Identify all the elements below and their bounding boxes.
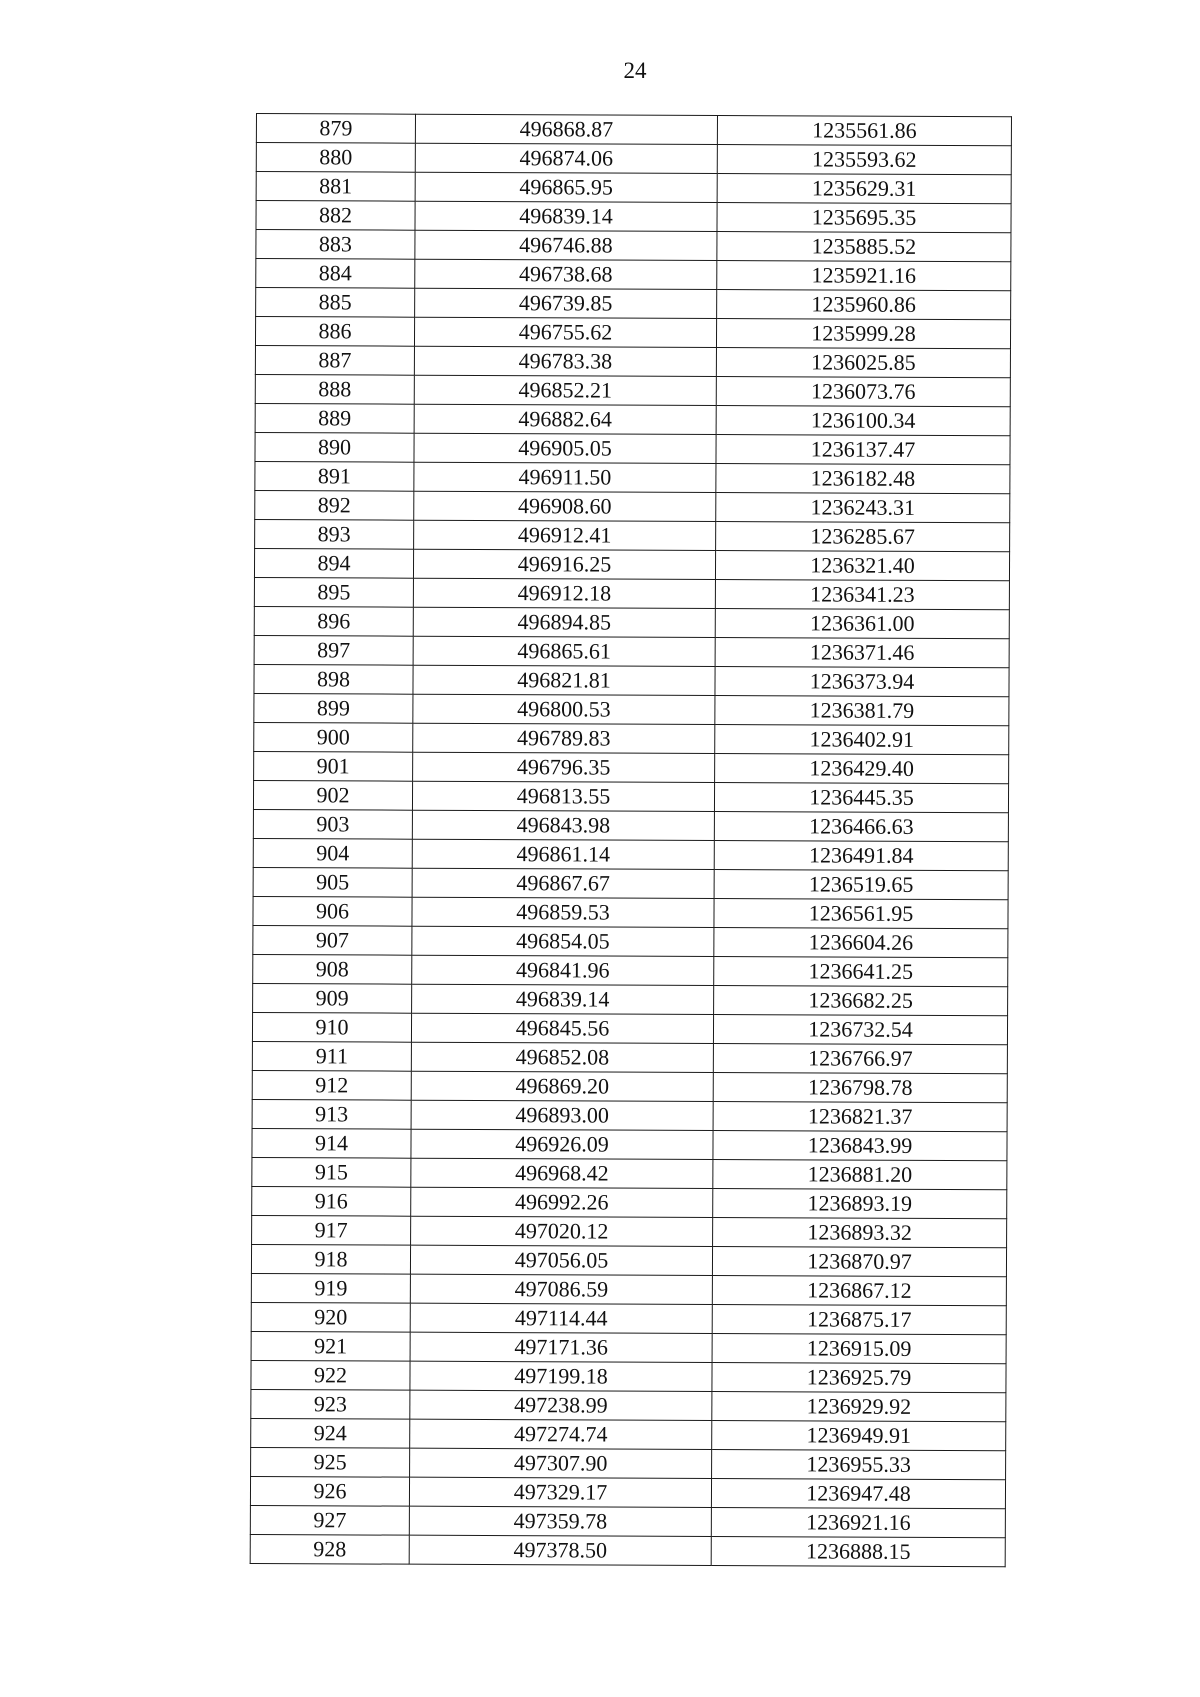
table-row: [251, 1418, 1006, 1450]
point-number-cell: 901: [254, 751, 413, 781]
y-coordinate-cell: 1236373.94: [715, 667, 1009, 697]
y-coordinate-cell: 1236915.09: [712, 1334, 1006, 1364]
point-number-cell: 924: [251, 1418, 410, 1448]
x-coordinate-cell: 496911.50: [414, 462, 716, 492]
x-coordinate-cell: 496746.88: [415, 230, 717, 260]
coordinates-table-body: [250, 114, 1011, 1567]
x-coordinate-cell: 497359.78: [409, 1506, 711, 1536]
x-coordinate-cell: 497329.17: [409, 1477, 711, 1507]
y-coordinate-cell: 1236025.85: [716, 348, 1010, 378]
x-coordinate-cell: 496789.83: [413, 723, 715, 753]
point-number-cell: 887: [255, 345, 414, 375]
x-coordinate-cell: 496893.00: [411, 1100, 713, 1130]
point-number-cell: 926: [250, 1476, 409, 1506]
y-coordinate-cell: 1236682.25: [714, 986, 1008, 1016]
table-row: [252, 1157, 1007, 1189]
point-number-cell: 905: [253, 867, 412, 897]
point-number-cell: 900: [254, 722, 413, 752]
table-row: [256, 143, 1011, 175]
point-number-cell: 908: [253, 954, 412, 984]
x-coordinate-cell: 496894.85: [413, 607, 715, 637]
y-coordinate-cell: 1236893.19: [713, 1189, 1007, 1219]
table-row: [256, 201, 1011, 233]
table-row: [253, 780, 1008, 812]
y-coordinate-cell: 1236947.48: [711, 1479, 1005, 1509]
y-coordinate-cell: 1235593.62: [717, 145, 1011, 175]
table-row: [255, 519, 1010, 551]
x-coordinate-cell: 497238.99: [410, 1390, 712, 1420]
y-coordinate-cell: 1236371.46: [715, 638, 1009, 668]
table-row: [251, 1302, 1006, 1334]
table-row: [254, 577, 1009, 609]
x-coordinate-cell: 496868.87: [415, 114, 717, 144]
point-number-cell: 919: [251, 1273, 410, 1303]
point-number-cell: 910: [252, 1012, 411, 1042]
table-row: [253, 867, 1008, 899]
table-row: [252, 1012, 1007, 1044]
x-coordinate-cell: 496796.35: [413, 752, 715, 782]
point-number-cell: 890: [255, 432, 414, 462]
point-number-cell: 895: [254, 577, 413, 607]
x-coordinate-cell: 496813.55: [412, 781, 714, 811]
table-row: [252, 1099, 1007, 1131]
y-coordinate-cell: 1236798.78: [713, 1073, 1007, 1103]
point-number-cell: 907: [253, 925, 412, 955]
point-number-cell: 917: [252, 1215, 411, 1245]
x-coordinate-cell: 497199.18: [410, 1361, 712, 1391]
y-coordinate-cell: 1236445.35: [714, 783, 1008, 813]
table-row: [251, 1447, 1006, 1479]
point-number-cell: 884: [256, 259, 415, 289]
y-coordinate-cell: 1236766.97: [713, 1044, 1007, 1074]
x-coordinate-cell: 496854.05: [412, 926, 714, 956]
x-coordinate-cell: 496783.38: [414, 346, 716, 376]
point-number-cell: 882: [256, 201, 415, 231]
table-row: [254, 722, 1009, 754]
y-coordinate-cell: 1235629.31: [717, 174, 1011, 204]
table-row: [252, 1215, 1007, 1247]
table-row: [255, 461, 1010, 493]
x-coordinate-cell: 497086.59: [410, 1274, 712, 1304]
point-number-cell: 885: [256, 288, 415, 318]
x-coordinate-cell: 496738.68: [415, 259, 717, 289]
table-row: [252, 1128, 1007, 1160]
table-row: [251, 1389, 1006, 1421]
table-row: [251, 1244, 1006, 1276]
y-coordinate-cell: 1236870.97: [712, 1247, 1006, 1277]
table-row: [256, 288, 1011, 320]
x-coordinate-cell: 496926.09: [411, 1129, 713, 1159]
x-coordinate-cell: 496912.18: [413, 578, 715, 608]
y-coordinate-cell: 1236561.95: [714, 899, 1008, 929]
x-coordinate-cell: 496869.20: [411, 1071, 713, 1101]
x-coordinate-cell: 496755.62: [414, 317, 716, 347]
table-row: [254, 606, 1009, 638]
coordinates-table: [250, 113, 1012, 1567]
table-row: [254, 751, 1009, 783]
table-row: [253, 925, 1008, 957]
table-row: [251, 1331, 1006, 1363]
table-row: [255, 317, 1010, 349]
x-coordinate-cell: 496845.56: [411, 1013, 713, 1043]
x-coordinate-cell: 497020.12: [411, 1216, 713, 1246]
y-coordinate-cell: 1236073.76: [716, 377, 1010, 407]
y-coordinate-cell: 1235561.86: [717, 116, 1011, 146]
x-coordinate-cell: 496992.26: [411, 1187, 713, 1217]
point-number-cell: 927: [250, 1505, 409, 1535]
point-number-cell: 879: [256, 114, 415, 144]
table-row: [251, 1360, 1006, 1392]
table-row: [253, 983, 1008, 1015]
y-coordinate-cell: 1236893.32: [713, 1218, 1007, 1248]
x-coordinate-cell: 496865.95: [415, 172, 717, 202]
point-number-cell: 913: [252, 1099, 411, 1129]
table-row: [253, 838, 1008, 870]
point-number-cell: 920: [251, 1302, 410, 1332]
table-row: [254, 664, 1009, 696]
point-number-cell: 894: [254, 548, 413, 578]
point-number-cell: 889: [255, 403, 414, 433]
x-coordinate-cell: 496839.14: [415, 201, 717, 231]
table-row: [254, 635, 1009, 667]
x-coordinate-cell: 496852.08: [411, 1042, 713, 1072]
y-coordinate-cell: 1236881.20: [713, 1160, 1007, 1190]
point-number-cell: 888: [255, 374, 414, 404]
point-number-cell: 928: [250, 1534, 409, 1564]
y-coordinate-cell: 1236361.00: [715, 609, 1009, 639]
point-number-cell: 892: [255, 490, 414, 520]
y-coordinate-cell: 1236381.79: [715, 696, 1009, 726]
point-number-cell: 906: [253, 896, 412, 926]
y-coordinate-cell: 1236100.34: [716, 406, 1010, 436]
y-coordinate-cell: 1236429.40: [715, 754, 1009, 784]
y-coordinate-cell: 1236867.12: [712, 1276, 1006, 1306]
x-coordinate-cell: 496852.21: [414, 375, 716, 405]
y-coordinate-cell: 1236925.79: [712, 1363, 1006, 1393]
x-coordinate-cell: 496739.85: [415, 288, 717, 318]
point-number-cell: 897: [254, 635, 413, 665]
x-coordinate-cell: 496859.53: [412, 897, 714, 927]
point-number-cell: 893: [255, 519, 414, 549]
y-coordinate-cell: 1235885.52: [717, 232, 1011, 262]
point-number-cell: 904: [253, 838, 412, 868]
point-number-cell: 918: [251, 1244, 410, 1274]
table-row: [253, 954, 1008, 986]
table-row: [255, 432, 1010, 464]
point-number-cell: 881: [256, 172, 415, 202]
table-row: [252, 1186, 1007, 1218]
point-number-cell: 915: [252, 1157, 411, 1187]
table-row: [255, 403, 1010, 435]
point-number-cell: 916: [252, 1186, 411, 1216]
table-row: [251, 1273, 1006, 1305]
y-coordinate-cell: 1236519.65: [714, 870, 1008, 900]
x-coordinate-cell: 497114.44: [410, 1303, 712, 1333]
y-coordinate-cell: 1236137.47: [716, 435, 1010, 465]
y-coordinate-cell: 1236491.84: [714, 841, 1008, 871]
y-coordinate-cell: 1236732.54: [713, 1015, 1007, 1045]
y-coordinate-cell: 1235695.35: [717, 203, 1011, 233]
point-number-cell: 899: [254, 693, 413, 723]
x-coordinate-cell: 496905.05: [414, 433, 716, 463]
point-number-cell: 903: [253, 809, 412, 839]
point-number-cell: 925: [251, 1447, 410, 1477]
x-coordinate-cell: 496968.42: [411, 1158, 713, 1188]
point-number-cell: 912: [252, 1070, 411, 1100]
point-number-cell: 902: [253, 780, 412, 810]
table-row: [250, 1505, 1005, 1537]
y-coordinate-cell: 1236843.99: [713, 1131, 1007, 1161]
table-row: [252, 1070, 1007, 1102]
y-coordinate-cell: 1236888.15: [711, 1537, 1005, 1567]
x-coordinate-cell: 496908.60: [414, 491, 716, 521]
x-coordinate-cell: 496839.14: [412, 984, 714, 1014]
x-coordinate-cell: 497056.05: [410, 1245, 712, 1275]
y-coordinate-cell: 1236821.37: [713, 1102, 1007, 1132]
table-row: [256, 259, 1011, 291]
page-number: 24: [623, 58, 647, 83]
point-number-cell: 922: [251, 1360, 410, 1390]
x-coordinate-cell: 496861.14: [412, 839, 714, 869]
y-coordinate-cell: 1235921.16: [717, 261, 1011, 291]
y-coordinate-cell: 1236466.63: [714, 812, 1008, 842]
x-coordinate-cell: 496865.61: [413, 636, 715, 666]
y-coordinate-cell: 1236604.26: [714, 928, 1008, 958]
table-row: [250, 1476, 1005, 1508]
y-coordinate-cell: 1236182.48: [716, 464, 1010, 494]
y-coordinate-cell: 1235999.28: [716, 319, 1010, 349]
table-row: [253, 896, 1008, 928]
y-coordinate-cell: 1236402.91: [715, 725, 1009, 755]
x-coordinate-cell: 496843.98: [412, 810, 714, 840]
point-number-cell: 880: [256, 143, 415, 173]
point-number-cell: 898: [254, 664, 413, 694]
table-row: [254, 693, 1009, 725]
point-number-cell: 909: [253, 983, 412, 1013]
point-number-cell: 911: [252, 1041, 411, 1071]
point-number-cell: 886: [255, 317, 414, 347]
table-row: [256, 172, 1011, 204]
y-coordinate-cell: 1236921.16: [711, 1508, 1005, 1538]
table-row: [255, 374, 1010, 406]
table-row: [252, 1041, 1007, 1073]
point-number-cell: 891: [255, 461, 414, 491]
x-coordinate-cell: 496874.06: [415, 143, 717, 173]
y-coordinate-cell: 1236243.31: [716, 493, 1010, 523]
table-row: [253, 809, 1008, 841]
x-coordinate-cell: 496882.64: [414, 404, 716, 434]
table-row: [250, 1534, 1005, 1566]
y-coordinate-cell: 1236641.25: [714, 957, 1008, 987]
y-coordinate-cell: 1235960.86: [717, 290, 1011, 320]
point-number-cell: 883: [256, 230, 415, 260]
y-coordinate-cell: 1236341.23: [715, 580, 1009, 610]
x-coordinate-cell: 496867.67: [412, 868, 714, 898]
table-row: [256, 230, 1011, 262]
x-coordinate-cell: 497378.50: [409, 1535, 711, 1565]
y-coordinate-cell: 1236955.33: [712, 1450, 1006, 1480]
point-number-cell: 923: [251, 1389, 410, 1419]
x-coordinate-cell: 497274.74: [410, 1419, 712, 1449]
y-coordinate-cell: 1236285.67: [716, 522, 1010, 552]
point-number-cell: 914: [252, 1128, 411, 1158]
table-row: [255, 345, 1010, 377]
x-coordinate-cell: 496821.81: [413, 665, 715, 695]
point-number-cell: 921: [251, 1331, 410, 1361]
x-coordinate-cell: 496912.41: [414, 520, 716, 550]
y-coordinate-cell: 1236321.40: [715, 551, 1009, 581]
y-coordinate-cell: 1236949.91: [712, 1421, 1006, 1451]
x-coordinate-cell: 496916.25: [413, 549, 715, 579]
point-number-cell: 896: [254, 606, 413, 636]
y-coordinate-cell: 1236929.92: [712, 1392, 1006, 1422]
table-row: [254, 548, 1009, 580]
y-coordinate-cell: 1236875.17: [712, 1305, 1006, 1335]
x-coordinate-cell: 497171.36: [410, 1332, 712, 1362]
x-coordinate-cell: 496841.96: [412, 955, 714, 985]
table-row: [255, 490, 1010, 522]
x-coordinate-cell: 496800.53: [413, 694, 715, 724]
table-row: [256, 114, 1011, 146]
x-coordinate-cell: 497307.90: [410, 1448, 712, 1478]
